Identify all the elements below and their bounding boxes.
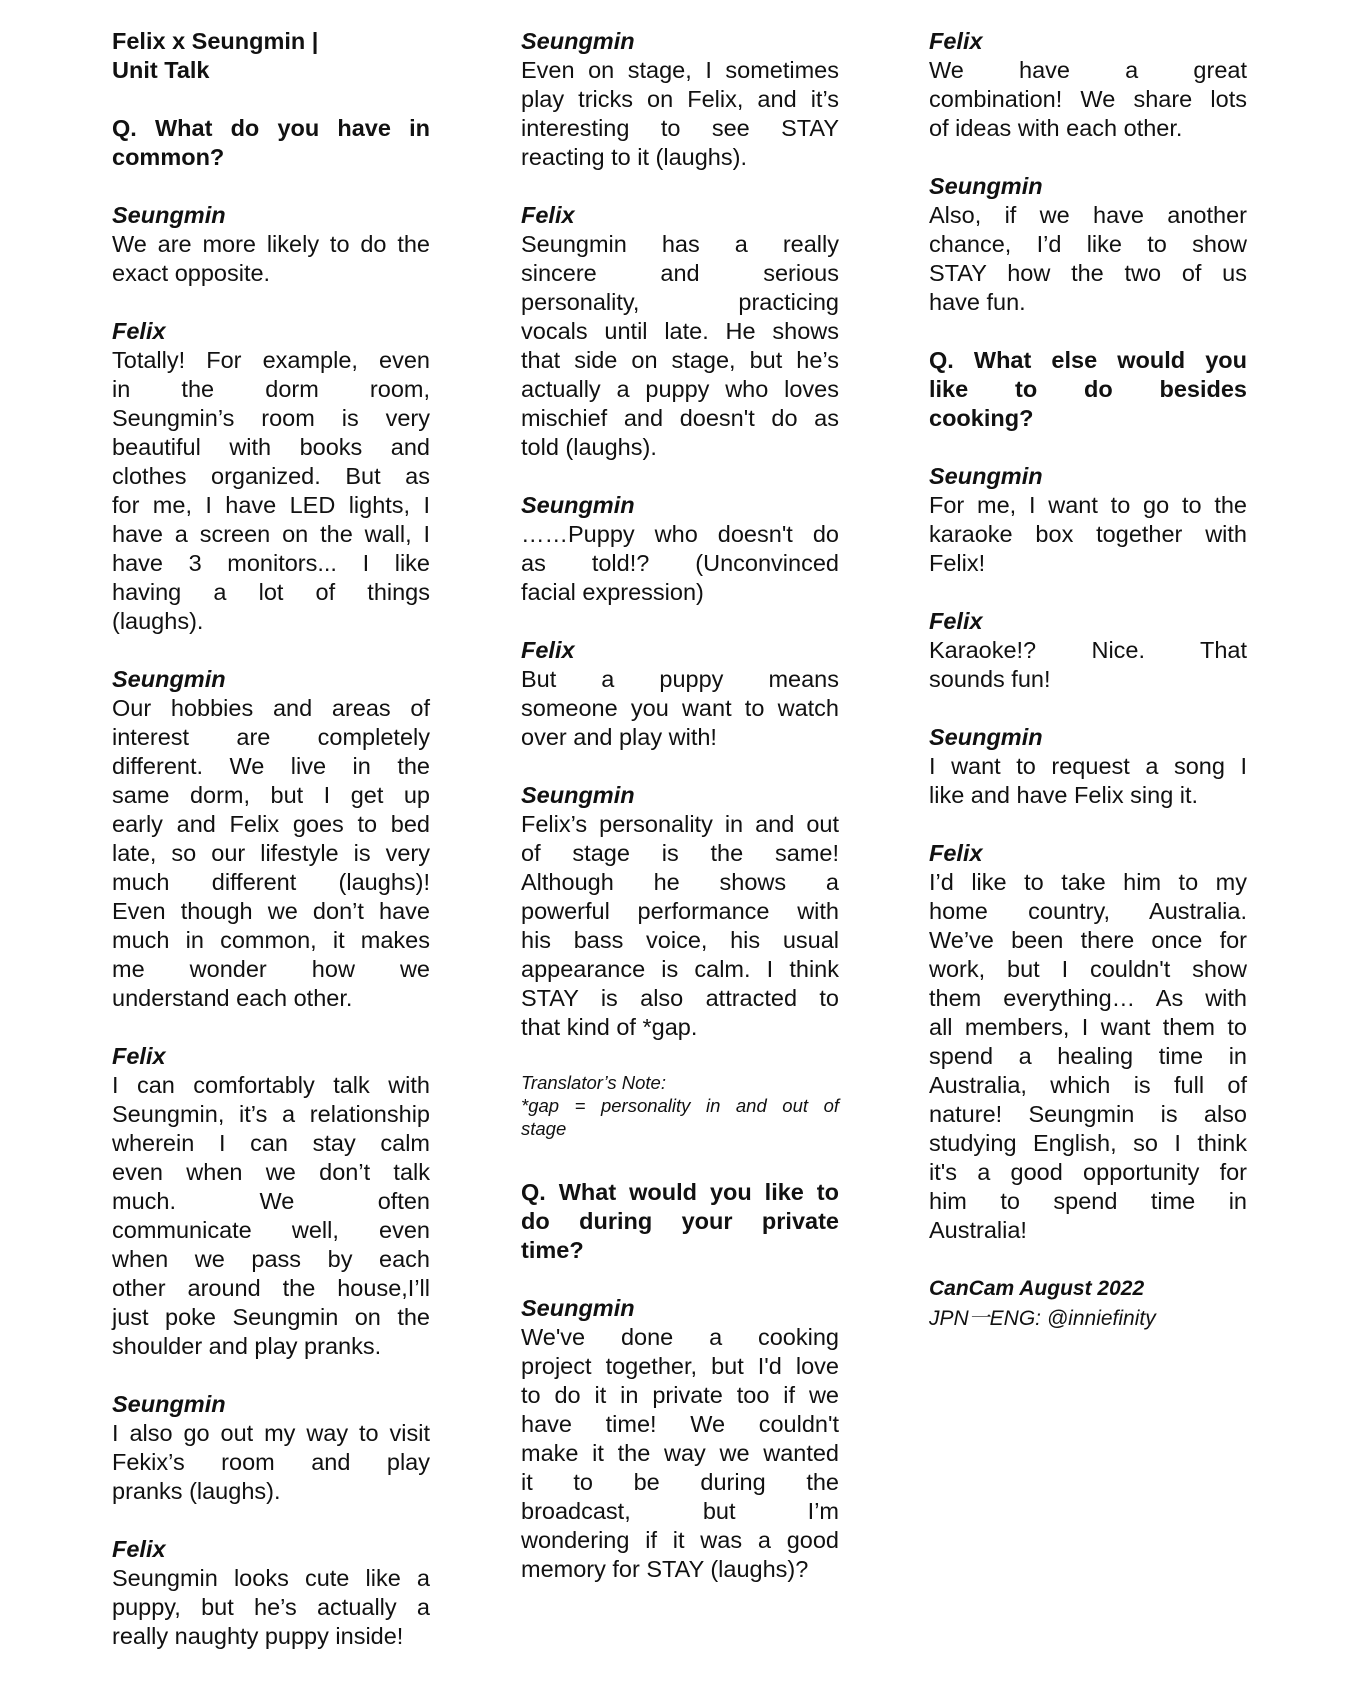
speaker-name — [929, 27, 1247, 56]
text-line: like and have Felix sing it. — [929, 782, 1199, 808]
answer-paragraph — [521, 665, 839, 752]
text-line: Seungmin has a really — [521, 231, 839, 257]
text-line: combination! We share lots — [929, 86, 1247, 112]
answer-paragraph — [112, 1564, 430, 1651]
text-line: Felix — [112, 1536, 166, 1562]
speaker-name — [929, 839, 1247, 868]
text-line: Seungmin — [112, 1391, 226, 1417]
text-line: ……Puppy who doesn't do — [521, 521, 839, 547]
text-line: personality, practicing — [521, 289, 839, 315]
answer-paragraph — [521, 230, 839, 462]
text-line: STAY is also attracted to — [521, 985, 839, 1011]
text-line: I also go out my way to visit — [112, 1420, 430, 1446]
text-line: play tricks on Felix, and it’s — [521, 86, 839, 112]
source-credit — [929, 1274, 1247, 1334]
text-line: Seungmin — [521, 28, 635, 54]
text-line: for me, I have LED lights, I — [112, 492, 430, 518]
article-title — [112, 27, 430, 85]
text-line: Our hobbies and areas of — [112, 695, 430, 721]
question-heading — [112, 114, 430, 172]
text-line: of ideas with each other. — [929, 115, 1183, 141]
text-line: time? — [521, 1237, 584, 1263]
answer-paragraph — [929, 491, 1247, 578]
text-line: sincere and serious — [521, 260, 839, 286]
text-line: early and Felix goes to bed — [112, 811, 430, 837]
text-line: Even though we don’t have — [112, 898, 430, 924]
text-line: like to do besides — [929, 376, 1247, 402]
speaker-name — [112, 665, 430, 694]
speaker-name — [929, 723, 1247, 752]
text-line: as told!? (Unconvinced — [521, 550, 839, 576]
text-line: We have a great — [929, 57, 1247, 83]
text-line: different. We live in the — [112, 753, 430, 779]
answer-paragraph — [929, 636, 1247, 694]
text-line: mischief and doesn't do as — [521, 405, 839, 431]
text-line: home country, Australia. — [929, 898, 1247, 924]
text-line: Felix — [929, 840, 983, 866]
text-line: understand each other. — [112, 985, 353, 1011]
text-line: it to be during the — [521, 1469, 839, 1495]
text-line: Felix — [521, 202, 575, 228]
speaker-name — [112, 201, 430, 230]
text-line: memory for STAY (laughs)? — [521, 1556, 809, 1582]
answer-paragraph — [929, 56, 1247, 143]
text-line: I’d like to take him to my — [929, 869, 1247, 895]
text-line: (laughs). — [112, 608, 204, 634]
text-line: nature! Seungmin is also — [929, 1101, 1247, 1127]
text-line: late, so our lifestyle is very — [112, 840, 430, 866]
text-line: vocals until late. He shows — [521, 318, 839, 344]
answer-paragraph — [521, 56, 839, 172]
translator-credit: JPN一ENG: @inniefinity — [929, 1307, 1156, 1330]
article-column-1 — [112, 27, 430, 1680]
text-line: *gap = personality in and out of — [521, 1095, 839, 1116]
text-line: Felix x Seungmin | — [112, 28, 319, 54]
answer-paragraph — [112, 694, 430, 1013]
text-line: Seungmin — [521, 782, 635, 808]
text-line: For me, I want to go to the — [929, 492, 1247, 518]
text-line: I can comfortably talk with — [112, 1072, 430, 1098]
speaker-name — [521, 781, 839, 810]
text-line: We are more likely to do the — [112, 231, 430, 257]
text-line: Seungmin’s room is very — [112, 405, 430, 431]
text-line: Felix — [112, 1043, 166, 1069]
text-line: puppy, but he’s actually a — [112, 1594, 430, 1620]
text-line: Felix! — [929, 550, 986, 576]
text-line: We’ve been there once for — [929, 927, 1247, 953]
text-line: Q. What would you like to — [521, 1179, 839, 1205]
text-line: karaoke box together with — [929, 521, 1247, 547]
speaker-name — [929, 172, 1247, 201]
text-line: We've done a cooking — [521, 1324, 839, 1350]
text-line: facial expression) — [521, 579, 704, 605]
answer-paragraph — [112, 346, 430, 636]
text-line: have a screen on the wall, I — [112, 521, 430, 547]
text-line: Seungmin — [521, 1295, 635, 1321]
text-line: broadcast, but I’m — [521, 1498, 839, 1524]
text-line: just poke Seungmin on the — [112, 1304, 430, 1330]
text-line: interesting to see STAY — [521, 115, 839, 141]
text-line: Also, if we have another — [929, 202, 1247, 228]
speaker-name — [521, 636, 839, 665]
text-line: clothes organized. But as — [112, 463, 430, 489]
speaker-name — [112, 1390, 430, 1419]
answer-paragraph — [521, 810, 839, 1042]
text-line: even when we don’t talk — [112, 1159, 430, 1185]
text-line: Unit Talk — [112, 57, 210, 83]
text-line: pranks (laughs). — [112, 1478, 281, 1504]
text-line: to do it in private too if we — [521, 1382, 839, 1408]
text-line: me wonder how we — [112, 956, 430, 982]
article-column-3 — [929, 27, 1247, 1334]
speaker-name — [521, 1294, 839, 1323]
text-line: work, but I couldn't show — [929, 956, 1247, 982]
text-line: beautiful with books and — [112, 434, 430, 460]
speaker-name — [521, 27, 839, 56]
source-publication: CanCam August 2022 — [929, 1277, 1145, 1300]
speaker-name — [112, 317, 430, 346]
text-line: Australia! — [929, 1217, 1027, 1243]
text-line: appearance is calm. I think — [521, 956, 839, 982]
question-heading — [521, 1178, 839, 1265]
text-line: studying English, so I think — [929, 1130, 1247, 1156]
text-line: Q. What do you have in — [112, 115, 430, 141]
text-line: exact opposite. — [112, 260, 271, 286]
text-line: him to spend time in — [929, 1188, 1247, 1214]
text-line: shoulder and play pranks. — [112, 1333, 382, 1359]
text-line: in the dorm room, — [112, 376, 430, 402]
text-line: of stage is the same! — [521, 840, 839, 866]
text-line: actually a puppy who loves — [521, 376, 839, 402]
text-line: really naughty puppy inside! — [112, 1623, 404, 1649]
text-line: much in common, it makes — [112, 927, 430, 953]
text-line: same dorm, but I get up — [112, 782, 430, 808]
text-line: Felix — [929, 608, 983, 634]
text-line: told (laughs). — [521, 434, 657, 460]
answer-paragraph — [521, 1323, 839, 1584]
text-line: STAY how the two of us — [929, 260, 1247, 286]
text-line: have 3 monitors... I like — [112, 550, 430, 576]
text-line: someone you want to watch — [521, 695, 839, 721]
text-line: over and play with! — [521, 724, 717, 750]
text-line: cooking? — [929, 405, 1034, 431]
text-line: Seungmin — [929, 724, 1043, 750]
text-line: common? — [112, 144, 225, 170]
text-line: Fekix’s room and play — [112, 1449, 430, 1475]
text-line: Australia, which is full of — [929, 1072, 1247, 1098]
text-line: spend a healing time in — [929, 1043, 1247, 1069]
answer-paragraph — [929, 201, 1247, 317]
text-line: Although he shows a — [521, 869, 839, 895]
text-line: much different (laughs)! — [112, 869, 430, 895]
speaker-name — [521, 491, 839, 520]
text-line: Karaoke!? Nice. That — [929, 637, 1247, 663]
text-line: interest are completely — [112, 724, 430, 750]
text-line: when we pass by each — [112, 1246, 430, 1272]
answer-paragraph — [929, 752, 1247, 810]
text-line: wondering if it was a good — [521, 1527, 839, 1553]
question-heading — [929, 346, 1247, 433]
text-line: them everything… As with — [929, 985, 1247, 1011]
text-line: powerful performance with — [521, 898, 839, 924]
text-line: Seungmin — [112, 666, 226, 692]
text-line: other around the house,I’ll — [112, 1275, 430, 1301]
text-line: do during your private — [521, 1208, 839, 1234]
speaker-name — [929, 607, 1247, 636]
speaker-name — [929, 462, 1247, 491]
text-line: project together, but I'd love — [521, 1353, 839, 1379]
text-line: Translator’s Note: — [521, 1072, 666, 1093]
translator-note — [521, 1071, 839, 1140]
text-line: But a puppy means — [521, 666, 839, 692]
speaker-name — [112, 1042, 430, 1071]
answer-paragraph — [112, 230, 430, 288]
text-line: that kind of *gap. — [521, 1014, 698, 1040]
text-line: Q. What else would you — [929, 347, 1247, 373]
text-line: have fun. — [929, 289, 1026, 315]
text-line: it's a good opportunity for — [929, 1159, 1247, 1185]
text-line: sounds fun! — [929, 666, 1051, 692]
text-line: communicate well, even — [112, 1217, 430, 1243]
speaker-name — [521, 201, 839, 230]
text-line: Felix — [929, 28, 983, 54]
text-line: Felix — [521, 637, 575, 663]
text-line: having a lot of things — [112, 579, 430, 605]
text-line: stage — [521, 1118, 567, 1139]
text-line: chance, I’d like to show — [929, 231, 1247, 257]
text-line: I want to request a song I — [929, 753, 1247, 779]
text-line: all members, I want them to — [929, 1014, 1247, 1040]
text-line: Seungmin — [112, 202, 226, 228]
text-line: that side on stage, but he’s — [521, 347, 839, 373]
answer-paragraph — [112, 1071, 430, 1361]
text-line: Felix — [112, 318, 166, 344]
answer-paragraph — [112, 1419, 430, 1506]
text-line: his bass voice, his usual — [521, 927, 839, 953]
answer-paragraph — [929, 868, 1247, 1245]
article-column-2 — [521, 27, 839, 1613]
text-line: reacting to it (laughs). — [521, 144, 747, 170]
text-line: Seungmin — [521, 492, 635, 518]
text-line: have time! We couldn't — [521, 1411, 839, 1437]
text-line: Seungmin — [929, 173, 1043, 199]
text-line: Seungmin looks cute like a — [112, 1565, 430, 1591]
text-line: Even on stage, I sometimes — [521, 57, 839, 83]
text-line: Seungmin — [929, 463, 1043, 489]
answer-paragraph — [521, 520, 839, 607]
text-line: Seungmin, it’s a relationship — [112, 1101, 430, 1127]
speaker-name — [112, 1535, 430, 1564]
text-line: Totally! For example, even — [112, 347, 430, 373]
text-line: much. We often — [112, 1188, 430, 1214]
text-line: Felix’s personality in and out — [521, 811, 839, 837]
text-line: make it the way we wanted — [521, 1440, 839, 1466]
text-line: wherein I can stay calm — [112, 1130, 430, 1156]
